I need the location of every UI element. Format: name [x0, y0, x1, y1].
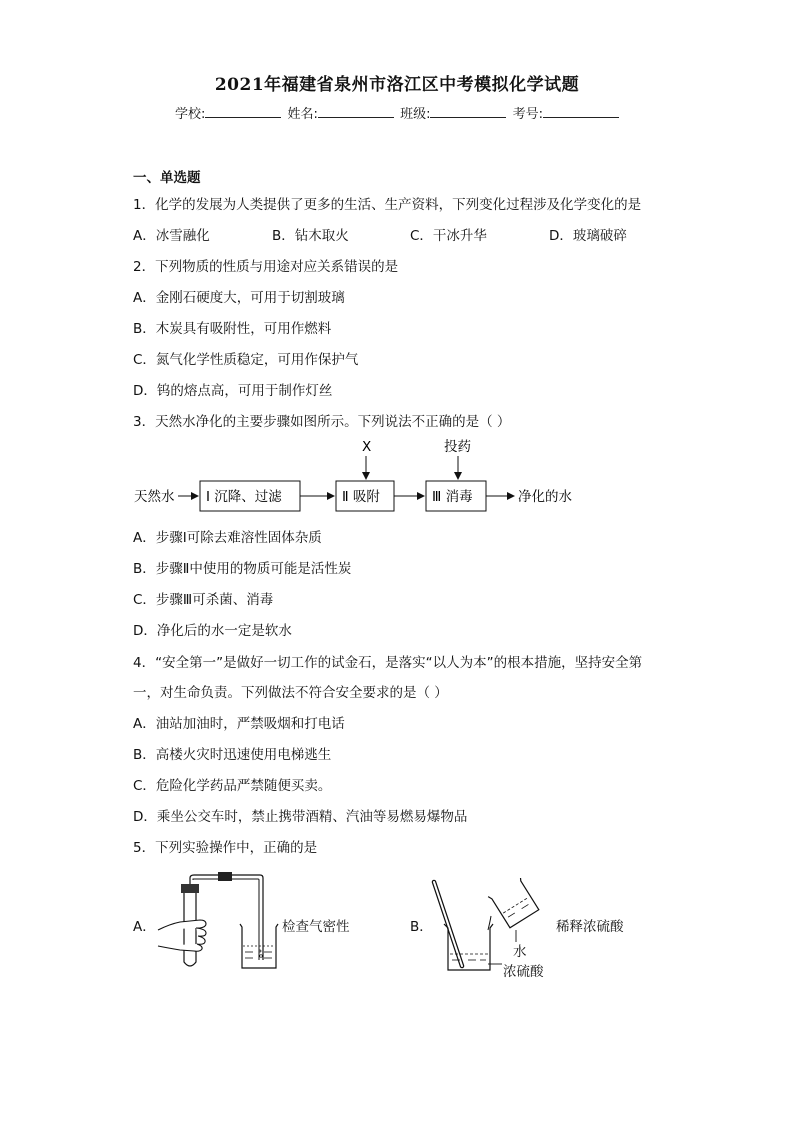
q2-option-c: C．氮气化学性质稳定，可用作保护气	[133, 352, 359, 368]
exam-no-blank	[543, 104, 619, 118]
q1-stem: 1．化学的发展为人类提供了更多的生活、生产资料，下列变化过程涉及化学变化的是	[133, 197, 642, 213]
q4-option-c: C．危险化学药品严禁随便买卖。	[133, 778, 332, 794]
q3-option-c: C．步骤Ⅲ可杀菌、消毒	[133, 592, 274, 608]
school-blank	[205, 104, 281, 118]
q4-stem-line1: 4．“安全第一”是做好一切工作的试金石，是落实“以人为本”的根本措施，坚持安全第	[133, 655, 643, 671]
q1-option-d: D．玻璃破碎	[549, 228, 627, 244]
q1-option-c: C．干冰升华	[410, 228, 487, 244]
q5-option-a-caption: 检查气密性	[282, 919, 350, 935]
q5-stem: 5．下列实验操作中，正确的是	[133, 840, 318, 856]
q2-option-a: A．金刚石硬度大，可用于切割玻璃	[133, 290, 345, 306]
class-label: 班级:	[400, 107, 431, 122]
diagram-input-label: 天然水	[134, 489, 175, 505]
q5-water-label: 水	[513, 944, 527, 960]
q2-option-d: D．钨的熔点高，可用于制作灯丝	[133, 383, 333, 399]
school-label: 学校:	[175, 107, 206, 122]
step1-label: Ⅰ 沉降、过滤	[206, 489, 282, 505]
name-label: 姓名:	[287, 107, 318, 122]
name-blank	[318, 104, 394, 118]
q5-acid-label: 浓硫酸	[503, 964, 544, 980]
q4-option-a: A．油站加油时，严禁吸烟和打电话	[133, 716, 345, 732]
q3-option-d: D．净化后的水一定是软水	[133, 623, 292, 639]
q2-stem: 2．下列物质的性质与用途对应关系错误的是	[133, 259, 399, 275]
water-purification-diagram	[128, 434, 598, 520]
q3-option-a: A．步骤Ⅰ可除去难溶性固体杂质	[133, 530, 322, 546]
diagram-output-label: 净化的水	[518, 489, 572, 505]
q5-option-a-letter: A．	[133, 919, 156, 935]
q3-option-b: B．步骤Ⅱ中使用的物质可能是活性炭	[133, 561, 352, 577]
q2-option-b: B．木炭具有吸附性，可用作燃料	[133, 321, 332, 337]
q1-option-b: B．钻木取火	[272, 228, 349, 244]
step3-label: Ⅲ 消毒	[432, 489, 473, 505]
step2-label: Ⅱ 吸附	[342, 489, 380, 505]
exam-no-label: 考号:	[512, 107, 543, 122]
q4-stem-line2: 一，对生命负责。下列做法不符合安全要求的是（ ）	[133, 685, 448, 701]
drug-label: 投药	[444, 439, 471, 455]
class-blank	[430, 104, 506, 118]
page-title: 2021年福建省泉州市洛江区中考模拟化学试题	[214, 75, 580, 95]
section-heading: 一、单选题	[133, 170, 201, 186]
q1-option-a: A．冰雪融化	[133, 228, 210, 244]
x-label: X	[362, 439, 372, 455]
airtightness-check-illustration	[150, 872, 280, 976]
q4-option-b: B．高楼火灾时迅速使用电梯逃生	[133, 747, 332, 763]
student-info-line	[0, 103, 794, 122]
q5-option-b-caption: 稀释浓硫酸	[556, 919, 624, 935]
q5-option-b-letter: B．	[410, 919, 433, 935]
q3-stem: 3．天然水净化的主要步骤如图所示。下列说法不正确的是（ ）	[133, 414, 511, 430]
q4-option-d: D．乘坐公交车时，禁止携带酒精、汽油等易燃易爆物品	[133, 809, 468, 825]
